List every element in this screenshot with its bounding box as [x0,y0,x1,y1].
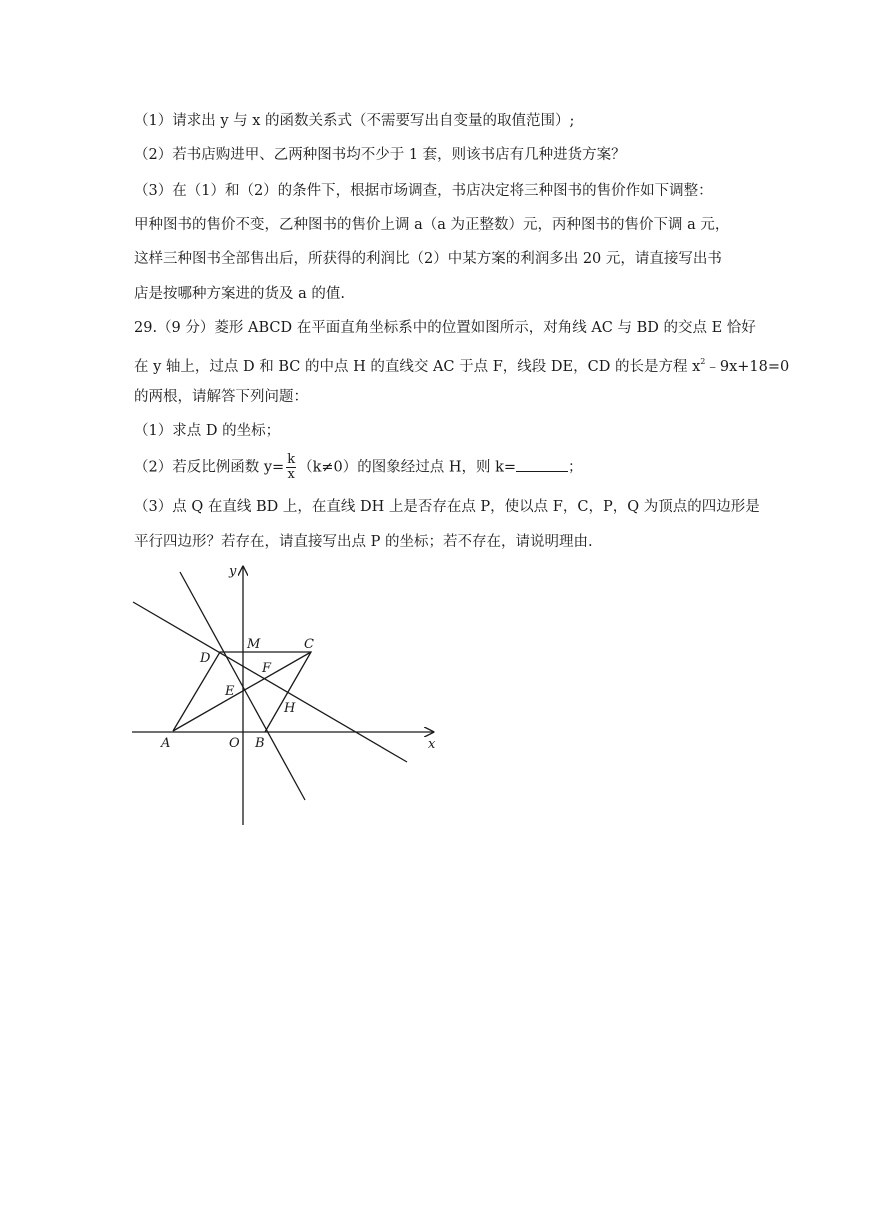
coordinate-figure [125,555,445,830]
problem-29-part-1: （1）求点 D 的坐标； [134,423,281,439]
problem-29-part-3-line-1: （3）点 Q 在直线 BD 上，在直线 DH 上是否存在点 P，使以点 F，C，P，Q 为顶点的四边形是 [134,499,760,515]
label-D: D [200,651,211,666]
label-F: F [262,661,272,676]
answer-blank [516,457,568,472]
equation-tail: ﹣9x+18=0 [705,359,790,375]
problem-29-line-3: 的两根，请解答下列问题： [134,389,308,405]
label-B: B [255,736,265,751]
diagonal-AC [173,652,311,731]
label-H: H [284,701,296,716]
fraction-numerator: k [287,452,296,467]
label-E: E [225,684,235,699]
label-A: A [161,736,171,751]
fraction-denominator: x [287,467,295,482]
q3-line-1: （3）在（1）和（2）的条件下，根据市场调查，书店决定将三种图书的售价作如下调整： [134,183,713,199]
equation-exponent: 2 [700,357,706,366]
problem-29-line-1: 29.（9 分）菱形 ABCD 在平面直角坐标系中的位置如图所示，对角线 AC 与 BD 的交点 E 恰好 [134,320,756,336]
fraction-k-over-x [286,453,296,482]
problem-29-part-3-line-2: 平行四边形？若存在，请直接写出点 P 的坐标；若不存在，请说明理由. [134,534,593,550]
problem-29-line-2 [134,352,789,377]
label-M: M [247,637,261,652]
part-2-prefix: （2）若反比例函数 y= [134,459,285,476]
problem-29-line-2-text: 在 y 轴上，过点 D 和 BC 的中点 H 的直线交 AC 于点 F，线段 DE，CD 的长是方程 x [134,359,701,375]
q1-line: （1）请求出 y 与 x 的函数关系式（不需要写出自变量的取值范围）; [134,113,575,129]
label-y: y [229,564,237,579]
problem-29-part-2 [134,453,583,482]
line-DH [133,602,407,762]
q2-line: （2）若书店购进甲、乙两种图书均不少于 1 套，则该书店有几种进货方案？ [134,147,626,163]
q3-line-3: 这样三种图书全部售出后，所获得的利润比（2）中某方案的利润多出 20 元，请直接写出书 [134,251,722,267]
label-C: C [304,637,314,652]
label-O: O [229,736,240,751]
part-2-suffix: ； [568,459,583,476]
q3-line-4: 店是按哪种方案进的货及 a 的值. [134,286,345,302]
part-2-middle: （k≠0）的图象经过点 H，则 k= [298,459,517,476]
q3-line-2: 甲种图书的售价不变，乙种图书的售价上调 a（a 为正整数）元，丙种图书的售价下调 a 元， [134,217,730,233]
label-x: x [428,737,436,752]
